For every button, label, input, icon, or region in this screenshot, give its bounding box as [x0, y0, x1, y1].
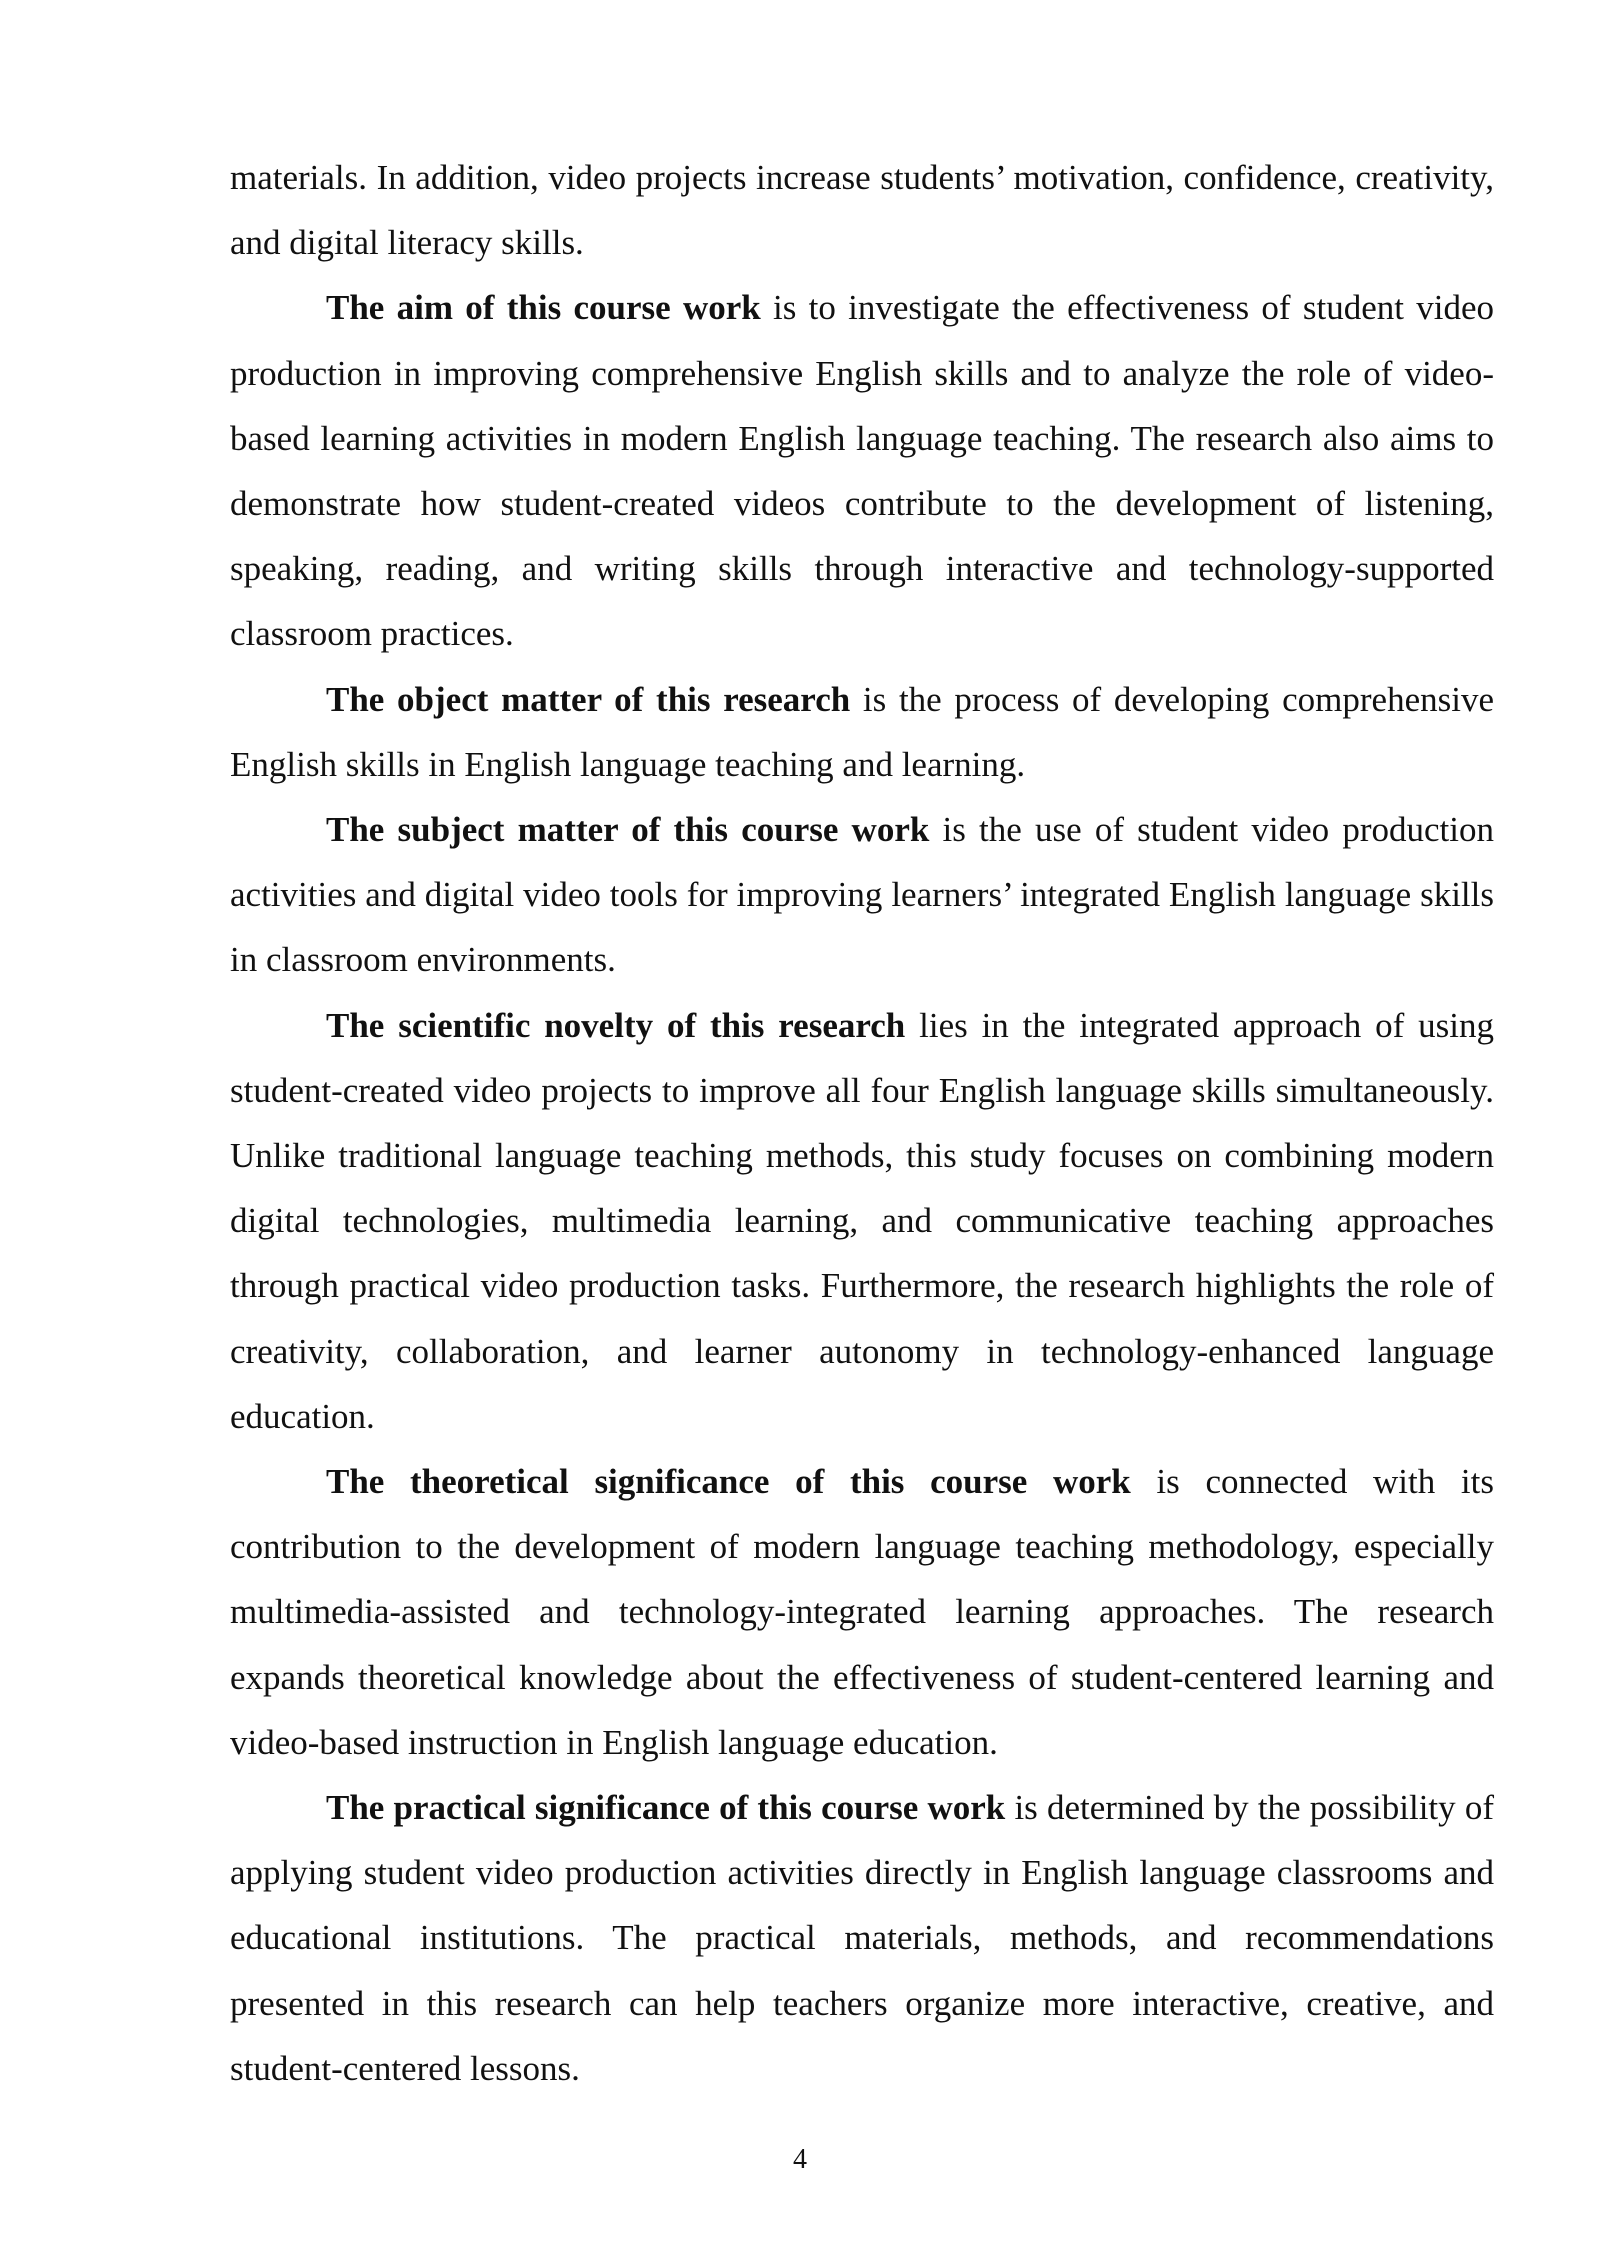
paragraph-scientific-novelty: [230, 993, 1494, 1449]
paragraph-heading: The subject matter of this course work: [326, 810, 930, 850]
paragraph-subject-matter: [230, 797, 1494, 993]
page-number: 4: [793, 2144, 807, 2175]
paragraph-intro-continuation: [230, 145, 1494, 275]
paragraph-object-matter: [230, 667, 1494, 797]
paragraph-heading: The scientific novelty of this research: [326, 1005, 906, 1045]
paragraph-heading: The practical significance of this course work: [326, 1788, 1006, 1828]
paragraph-heading: The theoretical significance of this course work: [326, 1462, 1131, 1502]
paragraph-text: is connected with its contribution to the development of modern language teaching methodology, especially multimedia-assisted and technology-integrated learning approaches. The research expands theoretical knowledge about the effectiveness of student-centered learning and video-based instruction in English language education.: [230, 1462, 1494, 1762]
paragraph-text: is the use of student video production activities and digital video tools for improving learners’ integrated English language skills in classroom environments.: [230, 810, 1495, 980]
paragraph-text: lies in the integrated approach of using student-created video projects to improve all four English language skills simultaneously. Unlike traditional language teaching methods, this study focuses on combining modern digital technologies, multimedia learning, and communicative teaching approaches through practical video production tasks. Furthermore, the research highlights the role of creativity, collaboration, and learner autonomy in technology-enhanced language education.: [230, 1005, 1494, 1436]
paragraph-text: is the process of developing comprehensive English skills in English language teaching and learning.: [230, 679, 1494, 784]
paragraph-heading: The aim of this course work: [326, 288, 761, 328]
paragraph-practical-significance: [230, 1775, 1494, 2101]
paragraph-text: materials. In addition, video projects increase students’ motivation, confidence, creativity, and digital literacy skills.: [230, 158, 1494, 263]
paragraph-aim: [230, 275, 1494, 666]
paragraph-text: is to investigate the effectiveness of student video production in improving comprehensive English skills and to analyze the role of video-based learning activities in modern English language teaching. The research also aims to demonstrate how student-created videos contribute to the development of listening, speaking, reading, and writing skills through interactive and technology-supported classroom practices.: [230, 288, 1495, 654]
paragraph-heading: The object matter of this research: [326, 679, 851, 719]
paragraph-theoretical-significance: [230, 1449, 1494, 1775]
page-body: [230, 145, 1494, 2101]
paragraph-text: is determined by the possibility of applying student video production activities directly in English language classrooms and educational institutions. The practical materials, methods, and recommendations presented in this research can help teachers organize more interactive, creative, and student-centered lessons.: [230, 1788, 1494, 2088]
